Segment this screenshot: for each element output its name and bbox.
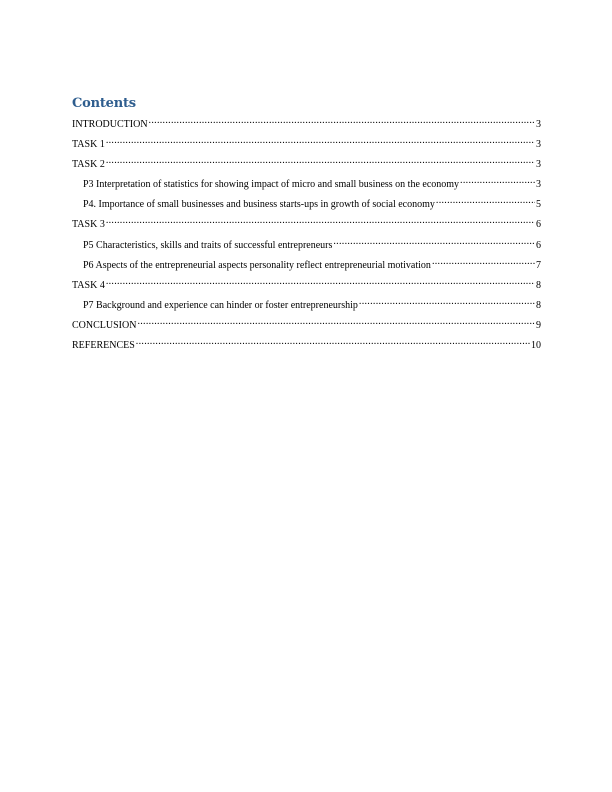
toc-page-number: 3 <box>536 119 541 130</box>
toc-dot-leader <box>106 154 535 167</box>
toc-page-number: 8 <box>536 279 541 291</box>
toc-entry-label: P4. Importance of small businesses and business starts-ups in growth of social economy <box>83 199 435 211</box>
toc-dot-leader <box>136 335 530 348</box>
toc-entry-task-1[interactable] <box>72 134 541 154</box>
toc-dot-leader <box>436 194 535 207</box>
toc-entry-label: TASK 3 <box>72 219 105 231</box>
toc-dot-leader <box>106 214 535 227</box>
toc-dot-leader <box>333 235 535 248</box>
toc-entry-task-3[interactable] <box>72 214 541 234</box>
toc-page-number: 10 <box>531 340 541 352</box>
toc-entry-label: INTRODUCTION <box>72 119 148 130</box>
toc-page-number: 6 <box>536 239 541 251</box>
toc-page-number: 3 <box>536 139 541 151</box>
toc-entry-task-2[interactable] <box>72 154 541 174</box>
toc-dot-leader <box>137 315 535 328</box>
toc-entry-label: TASK 4 <box>72 279 105 291</box>
toc-dot-leader <box>432 255 535 268</box>
toc-entry-references[interactable] <box>72 335 541 355</box>
toc-dot-leader <box>106 275 535 288</box>
toc-entry-p5[interactable] <box>72 235 541 255</box>
toc-page-number: 3 <box>536 159 541 171</box>
toc-entry-label: P5 Characteristics, skills and traits of successful entrepreneurs <box>83 239 333 251</box>
toc-page-number: 5 <box>536 199 541 211</box>
toc-entry-task-4[interactable] <box>72 275 541 295</box>
toc-page-number: 8 <box>536 299 541 311</box>
toc-entry-label: P6 Aspects of the entrepreneurial aspects personality reflect entrepreneurial motivation <box>83 259 431 271</box>
toc-entry-p6[interactable] <box>72 255 541 275</box>
toc-entry-label: TASK 2 <box>72 159 105 171</box>
toc-dot-leader <box>106 134 535 147</box>
toc-entry-introduction[interactable] <box>72 114 541 134</box>
toc-dot-leader <box>149 114 535 127</box>
toc-page-number: 6 <box>536 219 541 231</box>
toc-page-number: 7 <box>536 259 541 271</box>
toc-list <box>72 114 541 355</box>
table-of-contents <box>72 95 541 355</box>
toc-entry-label: P7 Background and experience can hinder or foster entrepreneurship <box>83 299 358 311</box>
toc-entry-label: REFERENCES <box>72 340 135 352</box>
toc-entry-label: TASK 1 <box>72 139 105 151</box>
toc-heading: Contents <box>72 96 136 111</box>
toc-dot-leader <box>359 295 535 308</box>
toc-entry-label: P3 Interpretation of statistics for showing impact of micro and small business on the economy <box>83 179 460 191</box>
toc-page-number: 9 <box>536 319 541 331</box>
toc-entry-p4[interactable] <box>72 194 541 214</box>
toc-entry-p3[interactable] <box>72 174 541 194</box>
toc-entry-label: CONCLUSION <box>72 319 137 331</box>
toc-entry-conclusion[interactable] <box>72 315 541 335</box>
toc-dot-leader <box>460 174 535 187</box>
toc-entry-p7[interactable] <box>72 295 541 315</box>
toc-page-number: 3 <box>536 179 541 191</box>
